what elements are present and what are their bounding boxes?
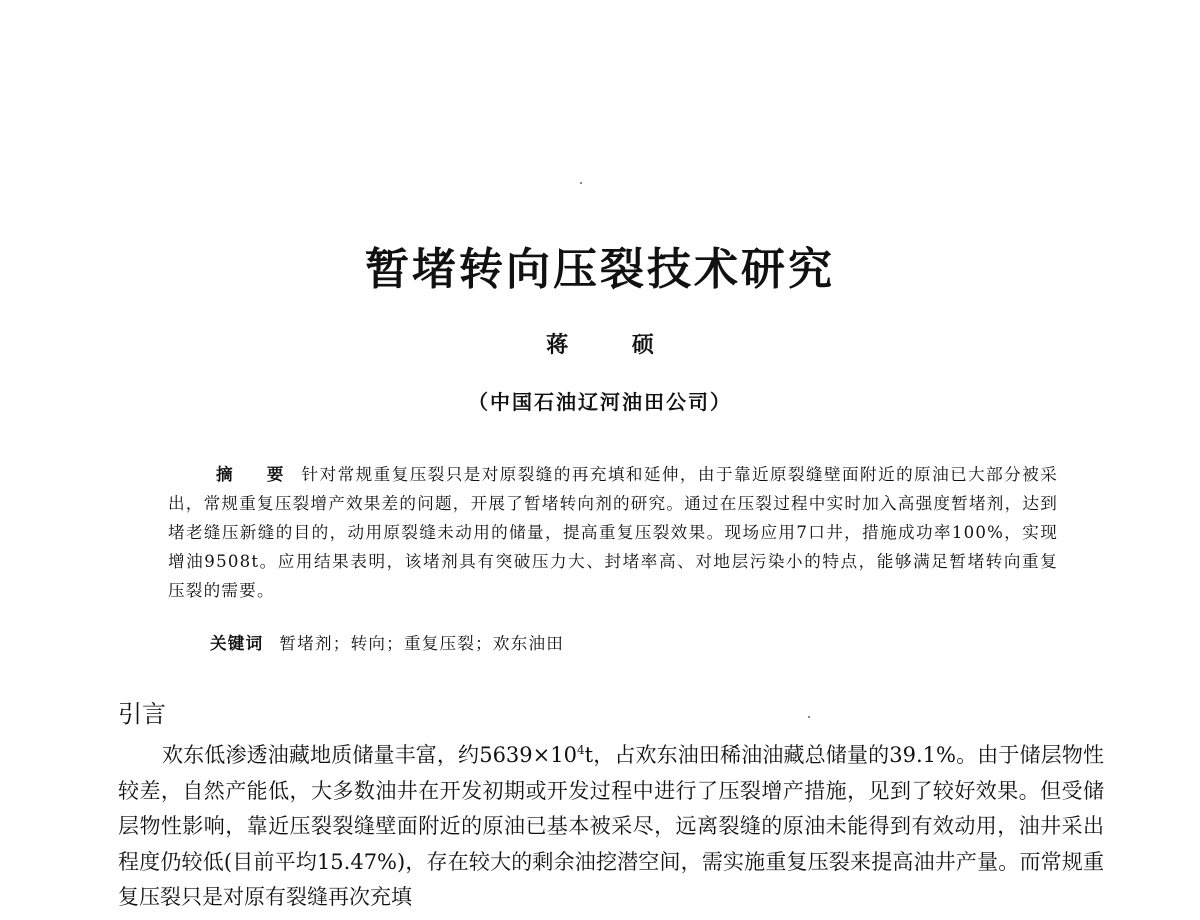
scan-speck (808, 716, 810, 718)
keywords-line (210, 630, 564, 658)
paper-title: 暂堵转向压裂技术研究 (365, 244, 835, 295)
intro-superscript: 4 (576, 743, 585, 757)
abstract-label: 摘 要 (216, 465, 298, 484)
abstract-text: 针对常规重复压裂只是对原裂缝的再充填和延伸，由于靠近原裂缝壁面附近的原油已大部分被采出，常规重复压裂增产效果差的问题，开展了暂堵转向剂的研究。通过在压裂过程中实时加入高强度暂堵剂，达到堵老缝压新缝的目的，动用原裂缝未动用的储量，提高重复压裂效果。现场应用7口井，措施成功率100%，实现增油9508t。应用结果表明，该堵剂具有突破压力大、封堵率高、对地层污染小的特点，能够满足暂堵转向重复压裂的需要。 (168, 465, 1058, 600)
paper-author: 蒋 硕 (546, 332, 682, 358)
section-heading-introduction: 引言 (118, 700, 166, 728)
intro-text-part1: 欢东低渗透油藏地质储量丰富，约5639×10 (162, 743, 577, 767)
introduction-paragraph (118, 733, 1104, 916)
abstract-paragraph (168, 460, 1058, 605)
intro-text-part2: t，占欢东油田稀油油藏总储量的39.1%。由于储层物性较差，自然产能低，大多数油井在开发初期或开发过程中进行了压裂增产措施，见到了较好效果。但受储层物性影响，靠近压裂裂缝壁面附近的原油已基本被采尽，远离裂缝的原油未能得到有效动用，油井采出程度仍较低(目前平均15.47%)，存在较大的剩余油挖潜空间，需实施重复压裂来提高油井产量。而常规重复压裂只是对原有裂缝再次充填 (118, 743, 1104, 909)
abstract-block (168, 460, 1058, 605)
keywords-text: 暂堵剂；转向；重复压裂；欢东油田 (279, 634, 565, 653)
scan-speck (580, 182, 582, 184)
introduction-body (118, 733, 1104, 916)
paper-affiliation: （中国石油辽河油田公司） (468, 390, 732, 414)
keywords-label: 关键词 (210, 634, 264, 653)
